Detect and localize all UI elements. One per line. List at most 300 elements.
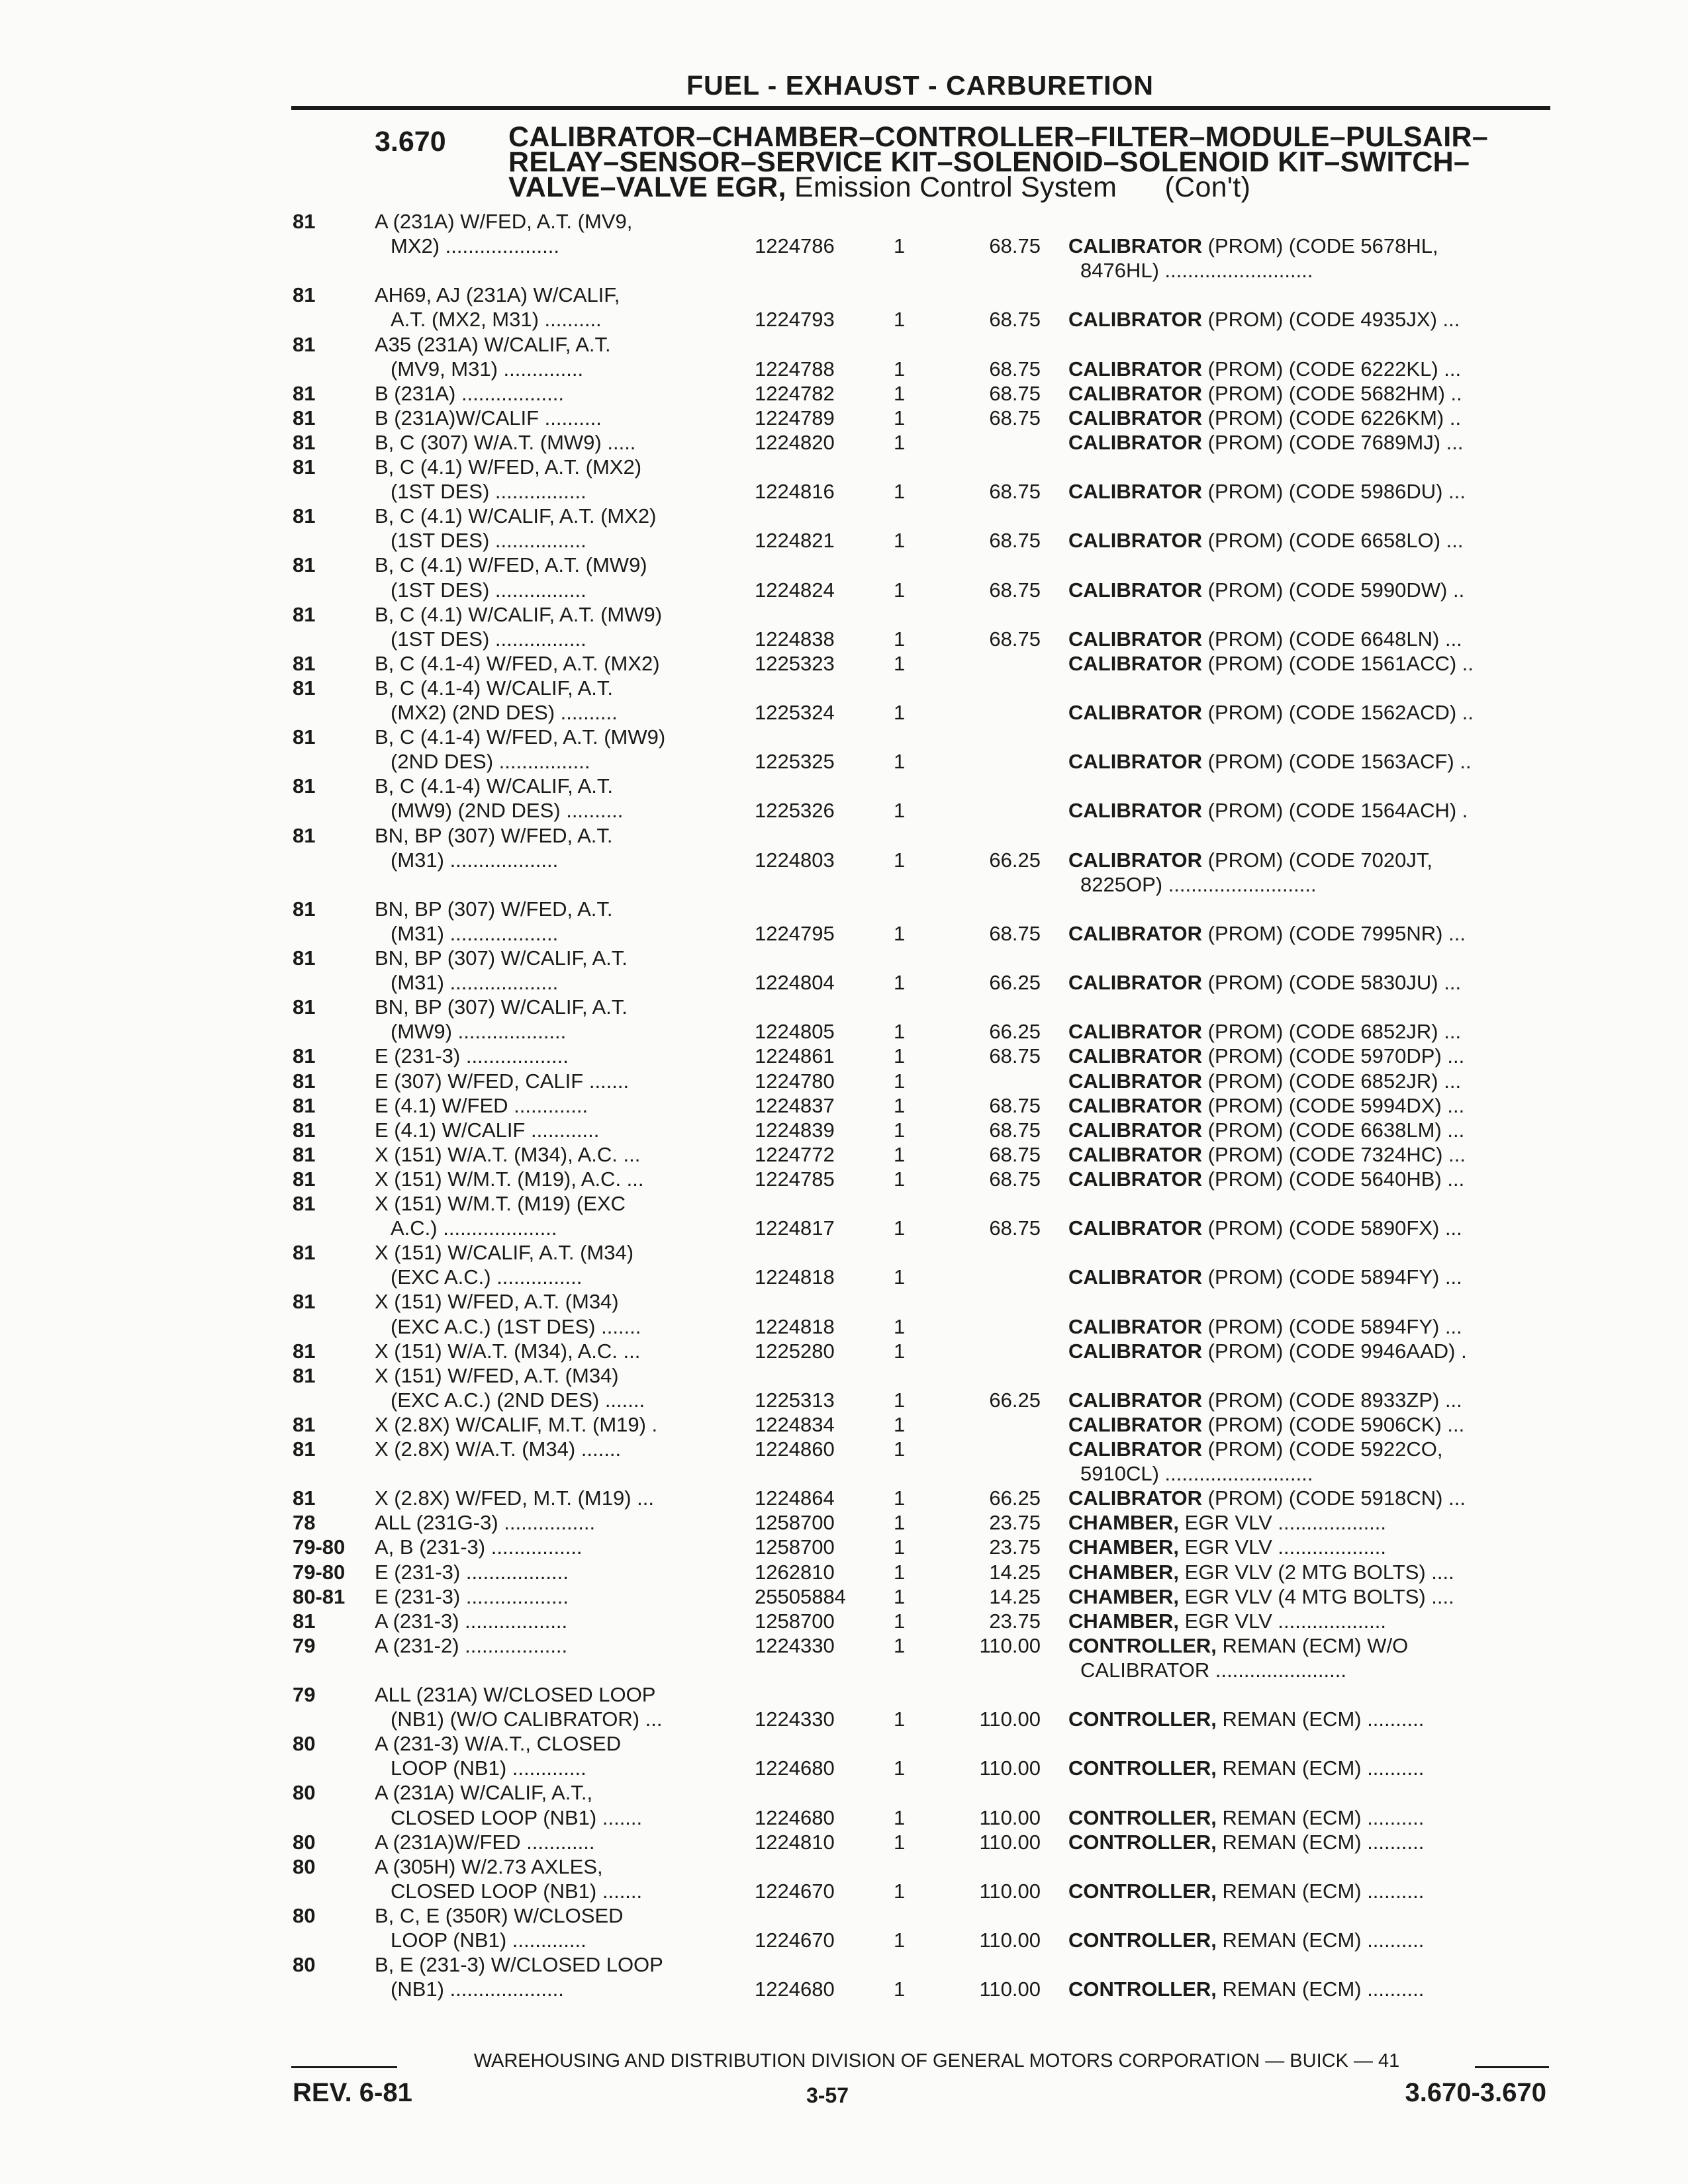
application: (EXC A.C.) (2ND DES) ....... xyxy=(391,1388,645,1412)
model-year: 81 xyxy=(293,774,316,798)
part-number: 1225326 xyxy=(755,799,835,823)
quantity: 1 xyxy=(894,1437,906,1461)
description xyxy=(1068,1389,1545,1412)
model-year: 81 xyxy=(293,381,316,405)
quantity: 1 xyxy=(894,1830,906,1854)
table-row xyxy=(0,210,1688,233)
part-name: CALIBRATOR xyxy=(1068,1167,1203,1191)
table-row xyxy=(0,1217,1688,1240)
table-row xyxy=(0,1831,1688,1854)
table-row xyxy=(0,456,1688,478)
quantity: 1 xyxy=(894,1020,906,1044)
part-detail: 8476HL) .......................... xyxy=(1080,259,1313,283)
part-number: 1225280 xyxy=(755,1339,835,1363)
model-year: 80 xyxy=(293,1781,316,1805)
application: (1ST DES) ................ xyxy=(391,578,586,602)
part-detail: (PROM) (CODE 7020JT, xyxy=(1202,848,1433,872)
table-row xyxy=(0,1586,1688,1608)
table-row xyxy=(0,407,1688,430)
part-detail: (PROM) (CODE 8933ZP) ... xyxy=(1202,1388,1462,1412)
part-number: 1224824 xyxy=(755,578,835,602)
table-row xyxy=(0,480,1688,503)
model-year: 79 xyxy=(293,1683,316,1706)
price: 68.75 xyxy=(989,357,1041,381)
table-row xyxy=(0,358,1688,381)
price: 110.00 xyxy=(979,1879,1041,1903)
application: ALL (231A) W/CLOSED LOOP xyxy=(375,1684,656,1706)
table-row xyxy=(0,1978,1688,2001)
price: 66.25 xyxy=(989,1388,1041,1412)
quantity: 1 xyxy=(894,480,906,504)
application: X (151) W/FED, A.T. (M34) xyxy=(375,1364,619,1387)
price: 68.75 xyxy=(989,1093,1041,1117)
application: B, C (4.1) W/CALIF, A.T. (MW9) xyxy=(375,603,663,626)
part-name: CALIBRATOR xyxy=(1068,1438,1203,1461)
model-year: 79-80 xyxy=(293,1560,346,1584)
part-number: 1224838 xyxy=(755,627,835,651)
part-detail: (PROM) (CODE 5986DU) ... xyxy=(1202,480,1466,504)
part-name: CHAMBER, xyxy=(1068,1561,1180,1584)
model-year: 81 xyxy=(293,1093,316,1117)
footer-section-ref: 3.670-3.670 xyxy=(1405,2078,1546,2107)
part-number: 1224864 xyxy=(755,1486,835,1510)
part-name: CALIBRATOR xyxy=(1068,529,1203,553)
table-row xyxy=(0,1757,1688,1780)
description xyxy=(1068,1217,1545,1240)
table-row xyxy=(0,898,1688,921)
application: CLOSED LOOP (NB1) ....... xyxy=(391,1806,643,1829)
application: A35 (231A) W/CALIF, A.T. xyxy=(375,333,611,356)
quantity: 1 xyxy=(894,529,906,553)
table-row xyxy=(0,383,1688,405)
part-number: 1224795 xyxy=(755,921,835,945)
application: B, C, E (350R) W/CLOSED xyxy=(375,1904,624,1927)
quantity: 1 xyxy=(894,1142,906,1166)
application: B, C (4.1) W/FED, A.T. (MW9) xyxy=(375,554,647,577)
part-detail: (PROM) (CODE 7689MJ) ... xyxy=(1202,431,1464,454)
table-row xyxy=(0,825,1688,847)
description xyxy=(1068,799,1545,822)
footer-page-number: 3-57 xyxy=(806,2083,849,2107)
table-row xyxy=(0,1414,1688,1436)
part-number: 1224680 xyxy=(755,1978,835,2001)
part-detail: EGR VLV ................... xyxy=(1179,1610,1387,1633)
application: X (151) W/A.T. (M34), A.C. ... xyxy=(375,1340,641,1363)
part-number: 25505884 xyxy=(755,1584,846,1608)
price: 68.75 xyxy=(989,406,1041,430)
part-number: 1224670 xyxy=(755,1929,835,1952)
table-row xyxy=(0,432,1688,454)
application: A (231-3) W/A.T., CLOSED xyxy=(375,1733,622,1756)
application: (1ST DES) ................ xyxy=(391,529,586,553)
part-detail: (PROM) (CODE 1564ACH) . xyxy=(1202,799,1468,823)
table-row xyxy=(0,1119,1688,1142)
table-row xyxy=(0,1684,1688,1706)
quantity: 1 xyxy=(894,234,906,258)
model-year: 81 xyxy=(293,946,316,970)
part-name: CALIBRATOR xyxy=(1068,702,1203,724)
table-row xyxy=(0,1905,1688,1927)
table-row xyxy=(0,1635,1688,1657)
part-detail: (PROM) (CODE 5918CN) ... xyxy=(1202,1487,1466,1510)
application: MX2) .................... xyxy=(391,235,559,258)
table-row xyxy=(0,799,1688,822)
description xyxy=(1068,358,1545,381)
description xyxy=(1080,1659,1545,1682)
application: AH69, AJ (231A) W/CALIF, xyxy=(375,284,620,307)
application: (1ST DES) ................ xyxy=(391,480,586,504)
table-row xyxy=(0,1733,1688,1755)
table-row xyxy=(0,1856,1688,1878)
application: X (2.8X) W/CALIF, M.T. (M19) . xyxy=(375,1413,658,1436)
description xyxy=(1068,1414,1545,1436)
price: 68.75 xyxy=(989,1167,1041,1191)
quantity: 1 xyxy=(894,799,906,823)
quantity: 1 xyxy=(894,1118,906,1142)
model-year: 81 xyxy=(293,1290,316,1314)
part-number: 1258700 xyxy=(755,1609,835,1633)
application: BN, BP (307) W/FED, A.T. xyxy=(375,824,613,847)
part-number: 1224817 xyxy=(755,1216,835,1240)
table-row xyxy=(0,554,1688,576)
part-number: 1224785 xyxy=(755,1167,835,1191)
part-detail: EGR VLV ................... xyxy=(1179,1512,1387,1535)
description xyxy=(1068,1635,1545,1657)
footer-division: WAREHOUSING AND DISTRIBUTION DIVISION OF GENERAL MOTORS CORPORATION — BUICK — 41 xyxy=(473,2050,1400,2071)
application: B, C (4.1-4) W/CALIF, A.T. xyxy=(375,676,614,700)
part-name: CALIBRATOR xyxy=(1068,751,1203,774)
application: CLOSED LOOP (NB1) ....... xyxy=(391,1880,643,1903)
part-name: CALIBRATOR xyxy=(1068,1069,1203,1093)
part-number: 1224810 xyxy=(755,1830,835,1854)
price: 14.25 xyxy=(989,1560,1041,1584)
table-row xyxy=(0,505,1688,527)
application: E (231-3) .................. xyxy=(375,1561,569,1584)
table-row xyxy=(0,1561,1688,1584)
table-row xyxy=(0,972,1688,994)
model-year: 81 xyxy=(293,332,316,356)
quantity: 1 xyxy=(894,1511,906,1535)
part-name: CALIBRATOR xyxy=(1068,1118,1203,1142)
part-number: 1224670 xyxy=(755,1879,835,1903)
application: LOOP (NB1) ............. xyxy=(391,1757,586,1780)
description xyxy=(1068,235,1545,257)
application: A (231-2) .................. xyxy=(375,1634,568,1657)
model-year: 81 xyxy=(293,504,316,528)
model-year: 81 xyxy=(293,1339,316,1363)
application: (M31) ................... xyxy=(391,972,559,995)
model-year: 81 xyxy=(293,1437,316,1461)
description xyxy=(1068,1119,1545,1142)
part-name: CALIBRATOR xyxy=(1068,235,1203,258)
part-name: CALIBRATOR xyxy=(1068,1021,1203,1044)
table-row xyxy=(0,923,1688,945)
part-detail: (PROM) (CODE 6222KL) ... xyxy=(1202,357,1462,381)
price: 68.75 xyxy=(989,1216,1041,1240)
model-year: 81 xyxy=(293,651,316,675)
table-row xyxy=(0,1659,1688,1682)
description xyxy=(1068,1340,1545,1363)
part-detail: (PROM) (CODE 7324HC) ... xyxy=(1202,1143,1466,1166)
part-name: CONTROLLER, xyxy=(1068,1929,1217,1952)
application: A (231A)W/FED ............ xyxy=(375,1831,595,1854)
price: 68.75 xyxy=(989,529,1041,553)
part-detail: (PROM) (CODE 5994DX) ... xyxy=(1202,1094,1465,1117)
part-name: CALIBRATOR xyxy=(1068,480,1203,504)
part-detail: (PROM) (CODE 6226KM) .. xyxy=(1202,406,1462,430)
part-detail: (PROM) (CODE 6852JR) ... xyxy=(1202,1021,1462,1044)
price: 110.00 xyxy=(979,1633,1041,1657)
price: 110.00 xyxy=(979,1805,1041,1829)
quantity: 1 xyxy=(894,1093,906,1117)
description xyxy=(1068,1561,1545,1584)
application: A.C.) .................... xyxy=(391,1217,557,1240)
description xyxy=(1068,972,1545,994)
part-number: 1224680 xyxy=(755,1756,835,1780)
table-row xyxy=(0,1070,1688,1093)
table-row xyxy=(0,1954,1688,1976)
quantity: 1 xyxy=(894,1584,906,1608)
table-row xyxy=(0,529,1688,552)
part-name: CALIBRATOR xyxy=(1068,1143,1203,1166)
part-name: CALIBRATOR xyxy=(1068,357,1203,381)
description xyxy=(1068,407,1545,430)
description xyxy=(1068,1610,1545,1633)
part-name: CHAMBER, xyxy=(1068,1585,1180,1608)
footer-rule-right xyxy=(1475,2066,1549,2068)
quantity: 1 xyxy=(894,1535,906,1559)
price: 23.75 xyxy=(989,1535,1041,1559)
quantity: 1 xyxy=(894,1216,906,1240)
description xyxy=(1068,1807,1545,1829)
footer-rule-left xyxy=(291,2066,397,2068)
table-row xyxy=(0,1242,1688,1264)
description xyxy=(1068,923,1545,945)
application: (1ST DES) ................ xyxy=(391,627,586,651)
model-year: 81 xyxy=(293,995,316,1019)
part-detail: REMAN (ECM) .......... xyxy=(1216,1757,1425,1780)
model-year: 80 xyxy=(293,1830,316,1854)
model-year: 81 xyxy=(293,455,316,478)
application: (NB1) (W/O CALIBRATOR) ... xyxy=(391,1708,663,1731)
table-row xyxy=(0,1144,1688,1166)
model-year: 81 xyxy=(293,1486,316,1510)
model-year: 81 xyxy=(293,1142,316,1166)
quantity: 1 xyxy=(894,1560,906,1584)
part-number: 1258700 xyxy=(755,1511,835,1535)
application: A.T. (MX2, M31) .......... xyxy=(391,308,602,332)
table-row xyxy=(0,579,1688,602)
part-name: CALIBRATOR xyxy=(1068,1266,1203,1289)
part-number: 1224793 xyxy=(755,308,835,332)
part-detail: REMAN (ECM) .......... xyxy=(1216,1880,1425,1903)
part-detail: (PROM) (CODE 5906CK) ... xyxy=(1202,1413,1465,1436)
page-header-title: FUEL - EXHAUST - CARBURETION xyxy=(686,70,1154,101)
part-detail: EGR VLV (2 MTG BOLTS) .... xyxy=(1179,1561,1454,1584)
part-name: CHAMBER, xyxy=(1068,1512,1180,1535)
table-row xyxy=(0,1512,1688,1534)
application: B (231A) .................. xyxy=(375,382,564,405)
table-row xyxy=(0,1168,1688,1191)
model-year: 81 xyxy=(293,430,316,454)
application: B, C (4.1) W/CALIF, A.T. (MX2) xyxy=(375,505,657,528)
model-year: 81 xyxy=(293,1069,316,1093)
part-detail: (PROM) (CODE 5640HB) ... xyxy=(1202,1167,1465,1191)
part-name: CONTROLLER, xyxy=(1068,1708,1217,1731)
quantity: 1 xyxy=(894,1044,906,1068)
application: E (4.1) W/FED ............. xyxy=(375,1094,588,1117)
quantity: 1 xyxy=(894,357,906,381)
quantity: 1 xyxy=(894,651,906,675)
application: A (231A) W/FED, A.T. (MV9, xyxy=(375,210,633,233)
price: 68.75 xyxy=(989,578,1041,602)
part-name: CALIBRATOR xyxy=(1068,578,1203,602)
price: 110.00 xyxy=(979,1978,1041,2001)
part-detail: REMAN (ECM) .......... xyxy=(1216,1978,1425,2001)
table-row xyxy=(0,1438,1688,1461)
part-name: CALIBRATOR xyxy=(1068,1217,1203,1240)
part-name: CALIBRATOR xyxy=(1068,972,1203,995)
description xyxy=(1068,1045,1545,1068)
price: 68.75 xyxy=(989,1118,1041,1142)
part-detail: REMAN (ECM) .......... xyxy=(1216,1708,1425,1731)
quantity: 1 xyxy=(894,381,906,405)
table-row xyxy=(0,1708,1688,1731)
table-row xyxy=(0,996,1688,1019)
part-detail: REMAN (ECM) .......... xyxy=(1216,1806,1425,1829)
application: X (151) W/M.T. (M19), A.C. ... xyxy=(375,1167,644,1191)
quantity: 1 xyxy=(894,1633,906,1657)
part-detail: (PROM) (CODE 7995NR) ... xyxy=(1202,922,1466,945)
model-year: 81 xyxy=(293,553,316,577)
part-number: 1224805 xyxy=(755,1020,835,1044)
part-detail: REMAN (ECM) W/O xyxy=(1216,1634,1409,1657)
price: 23.75 xyxy=(989,1609,1041,1633)
quantity: 1 xyxy=(894,1707,906,1731)
description xyxy=(1080,874,1545,896)
price: 110.00 xyxy=(979,1830,1041,1854)
application: X (151) W/FED, A.T. (M34) xyxy=(375,1291,619,1314)
part-number: 1225324 xyxy=(755,701,835,724)
part-number: 1225323 xyxy=(755,651,835,675)
application: BN, BP (307) W/CALIF, A.T. xyxy=(375,996,628,1019)
table-row xyxy=(0,1340,1688,1363)
application: (EXC A.C.) ............... xyxy=(391,1266,583,1289)
application: B, C (4.1-4) W/CALIF, A.T. xyxy=(375,775,614,798)
part-number: 1258700 xyxy=(755,1535,835,1559)
application: B (231A)W/CALIF .......... xyxy=(375,406,602,430)
part-detail: EGR VLV ................... xyxy=(1179,1536,1387,1559)
application: A, B (231-3) ................ xyxy=(375,1536,583,1559)
quantity: 1 xyxy=(894,1756,906,1780)
part-number: 1224837 xyxy=(755,1093,835,1117)
quantity: 1 xyxy=(894,921,906,945)
description xyxy=(1068,1070,1545,1093)
application: (M31) ................... xyxy=(391,848,559,872)
part-number: 1224680 xyxy=(755,1805,835,1829)
description xyxy=(1068,751,1545,773)
part-number: 1262810 xyxy=(755,1560,835,1584)
table-row xyxy=(0,1807,1688,1829)
quantity: 1 xyxy=(894,1314,906,1338)
price: 68.75 xyxy=(989,381,1041,405)
part-number: 1224772 xyxy=(755,1142,835,1166)
section-title-rest: Emission Control System xyxy=(794,171,1117,203)
part-number: 1224786 xyxy=(755,234,835,258)
model-year: 81 xyxy=(293,1363,316,1387)
description xyxy=(1068,1487,1545,1510)
part-name: CALIBRATOR xyxy=(1068,382,1203,405)
application: E (231-3) .................. xyxy=(375,1045,569,1068)
table-row xyxy=(0,604,1688,626)
application: E (307) W/FED, CALIF ....... xyxy=(375,1069,630,1093)
part-detail: (PROM) (CODE 1563ACF) .. xyxy=(1202,751,1472,774)
description xyxy=(1068,1831,1545,1854)
description xyxy=(1068,308,1545,331)
price: 68.75 xyxy=(989,627,1041,651)
application: (NB1) .................... xyxy=(391,1978,564,2001)
application: (MW9) ................... xyxy=(391,1021,567,1044)
part-name: CALIBRATOR xyxy=(1068,1487,1203,1510)
part-detail: EGR VLV (4 MTG BOLTS) .... xyxy=(1179,1585,1454,1608)
part-detail: CALIBRATOR ....................... xyxy=(1080,1659,1346,1682)
part-number: 1224816 xyxy=(755,480,835,504)
part-name: CALIBRATOR xyxy=(1068,308,1203,332)
table-row xyxy=(0,1610,1688,1633)
model-year: 81 xyxy=(293,897,316,921)
part-number: 1224861 xyxy=(755,1044,835,1068)
description xyxy=(1068,529,1545,552)
application: A (231-3) .................. xyxy=(375,1610,568,1633)
table-row xyxy=(0,334,1688,356)
quantity: 1 xyxy=(894,701,906,724)
table-row xyxy=(0,1463,1688,1485)
part-name: CONTROLLER, xyxy=(1068,1880,1217,1903)
description xyxy=(1068,1168,1545,1191)
price: 66.25 xyxy=(989,1486,1041,1510)
description xyxy=(1068,1586,1545,1608)
description xyxy=(1068,1880,1545,1903)
price: 68.75 xyxy=(989,308,1041,332)
part-name: CALIBRATOR xyxy=(1068,1045,1203,1068)
application: (M31) ................... xyxy=(391,922,559,945)
application: B, C (4.1-4) W/FED, A.T. (MX2) xyxy=(375,652,660,675)
part-name: CALIBRATOR xyxy=(1068,1340,1203,1363)
part-detail: REMAN (ECM) .......... xyxy=(1216,1831,1425,1854)
table-row xyxy=(0,653,1688,675)
part-detail: (PROM) (CODE 6648LN) ... xyxy=(1202,627,1462,651)
description xyxy=(1068,1144,1545,1166)
quantity: 1 xyxy=(894,750,906,774)
table-row xyxy=(0,1316,1688,1338)
part-detail: (PROM) (CODE 5990DW) .. xyxy=(1202,578,1465,602)
model-year: 81 xyxy=(293,725,316,749)
description xyxy=(1068,1438,1545,1461)
description xyxy=(1068,702,1545,724)
part-number: 1224818 xyxy=(755,1314,835,1338)
quantity: 1 xyxy=(894,430,906,454)
table-row xyxy=(0,628,1688,651)
part-name: CALIBRATOR xyxy=(1068,848,1203,872)
model-year: 78 xyxy=(293,1511,316,1535)
part-name: CALIBRATOR xyxy=(1068,1388,1203,1412)
quantity: 1 xyxy=(894,1069,906,1093)
part-name: CALIBRATOR xyxy=(1068,431,1203,454)
part-name: CHAMBER, xyxy=(1068,1536,1180,1559)
table-row xyxy=(0,1487,1688,1510)
description xyxy=(1080,1463,1545,1485)
application: X (151) W/M.T. (M19) (EXC xyxy=(375,1193,626,1215)
